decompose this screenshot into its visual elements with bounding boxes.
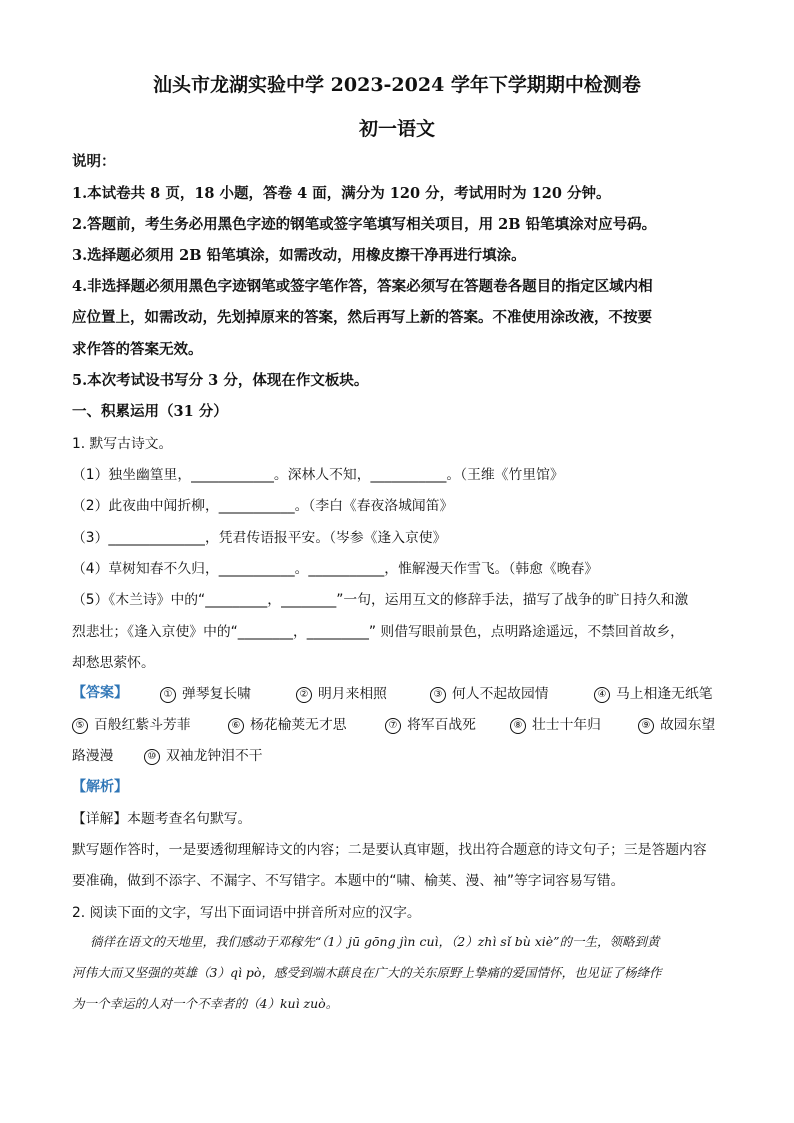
answer-text: 双袖龙钟泪不干: [166, 748, 263, 764]
answer-item: [160, 682, 251, 703]
answer-item: [296, 682, 387, 703]
question-2-stem: 2. 阅读下面的文字，写出下面词语中拼音所对应的汉字。: [72, 905, 421, 921]
analysis-tag: 【解析】: [72, 779, 128, 795]
instruction-item: 2.答题前，考生务必用黑色字迹的钢笔或签字笔填写相关项目，用 2B 铅笔填涂对应号码。: [72, 216, 657, 233]
answer-number: ⑧: [510, 718, 526, 734]
question-1-stem: 1. 默写古诗文。: [72, 436, 173, 452]
answer-text: 明月来相照: [318, 686, 387, 702]
answer-text: 杨花榆荚无才思: [250, 717, 347, 733]
answer-text: 故园东望: [660, 717, 716, 733]
question-1-line: （3）______________，凭君传语报平安。（岑参《逢入京使》: [72, 530, 447, 546]
detail-text: 【详解】本题考查名句默写。: [72, 811, 252, 827]
answer-continuation: 路漫漫: [72, 748, 114, 764]
instruction-item: 应位置上，如需改动，先划掉原来的答案，然后再写上新的答案。不准使用涂改液，不按要: [72, 309, 652, 326]
answer-tag: 【答案】: [72, 685, 128, 701]
answer-number: ①: [160, 687, 176, 703]
answer-text: 马上相逢无纸笔: [616, 686, 713, 702]
instructions-label: 说明：: [72, 153, 116, 170]
answer-number: ⑥: [228, 718, 244, 734]
explanation-line: 默写题作答时，一是要透彻理解诗文的内容；二是要认真审题，找出符合题意的诗文句子；三是答题内容: [72, 842, 707, 858]
exam-subtitle: 初一语文: [358, 118, 435, 140]
question-1-line: （5）《木兰诗》中的“_________，________”一句，运用互文的修辞手法，描写了战争的旷日持久和激: [72, 592, 689, 608]
question-1-line: （2）此夜曲中闻折柳，___________。（李白《春夜洛城闻笛》: [72, 498, 454, 514]
section-heading: 一、积累运用（31 分）: [72, 403, 228, 420]
question-1-line: （1）独坐幽篁里，____________。深林人不知，___________。（王维《竹里馆》: [72, 467, 564, 483]
answer-item: [638, 713, 715, 734]
answer-item: [72, 713, 191, 734]
instruction-item: 5.本次考试设书写分 3 分，体现在作文板块。: [72, 372, 369, 389]
answer-number: ⑩: [144, 749, 160, 765]
explanation-line: 要准确，做到不添字、不漏字、不写错字。本题中的“啸、榆荚、漫、袖”等字词容易写错。: [72, 873, 625, 889]
answer-number: ⑤: [72, 718, 88, 734]
answer-number: ⑨: [638, 718, 654, 734]
exam-title: 汕头市龙湖实验中学 2023-2024 学年下学期期中检测卷: [153, 74, 641, 96]
answer-item: [228, 713, 347, 734]
answer-number: ⑦: [385, 718, 401, 734]
question-1-line: 却愁思萦怀。: [72, 655, 155, 671]
question-1-line: （4）草树知春不久归，___________。___________，惟解漫天作雪飞。（韩愈《晚春》: [72, 561, 599, 577]
answer-item: [430, 682, 549, 703]
instruction-item: 1.本试卷共 8 页，18 小题，答卷 4 面，满分为 120 分，考试用时为 120 分钟。: [72, 185, 611, 202]
answer-text: 何人不起故园情: [452, 686, 549, 702]
passage-line: 为一个幸运的人对一个不幸者的（4）kuì zuò。: [72, 996, 339, 1011]
answer-text: 壮士十年归: [532, 717, 601, 733]
instruction-item: 4.非选择题必须用黑色字迹钢笔或签字笔作答，答案必须写在答题卷各题目的指定区域内相: [72, 278, 653, 295]
answer-item: [510, 713, 601, 734]
passage-line: 徜徉在语文的天地里，我们感动于邓稼先“（1）jū gōng jìn cuì，（2）zhì sǐ bù xiè”的一生，领略到黄: [90, 934, 660, 949]
answer-item: [144, 744, 263, 765]
answer-item: [594, 682, 713, 703]
instruction-item: 求作答的答案无效。: [72, 341, 203, 358]
answer-number: ③: [430, 687, 446, 703]
answer-number: ②: [296, 687, 312, 703]
instruction-item: 3.选择题必须用 2B 铅笔填涂，如需改动，用橡皮擦干净再进行填涂。: [72, 247, 526, 264]
question-1-line: 烈悲壮；《逢入京使》中的“________，_________” 则借写眼前景色，点明路途遥远，不禁回首故乡，: [72, 624, 684, 640]
answer-text: 百般红紫斗芳菲: [94, 717, 191, 733]
passage-line: 河伟大而又坚强的英雄（3）qì pò，感受到端木蕻良在广大的关东原野上挚痛的爱国情怀，也见证了杨绛作: [72, 965, 662, 980]
answer-number: ④: [594, 687, 610, 703]
answer-text: 将军百战死: [407, 717, 476, 733]
answer-text: 弹琴复长啸: [182, 686, 251, 702]
answer-item: [385, 713, 476, 734]
